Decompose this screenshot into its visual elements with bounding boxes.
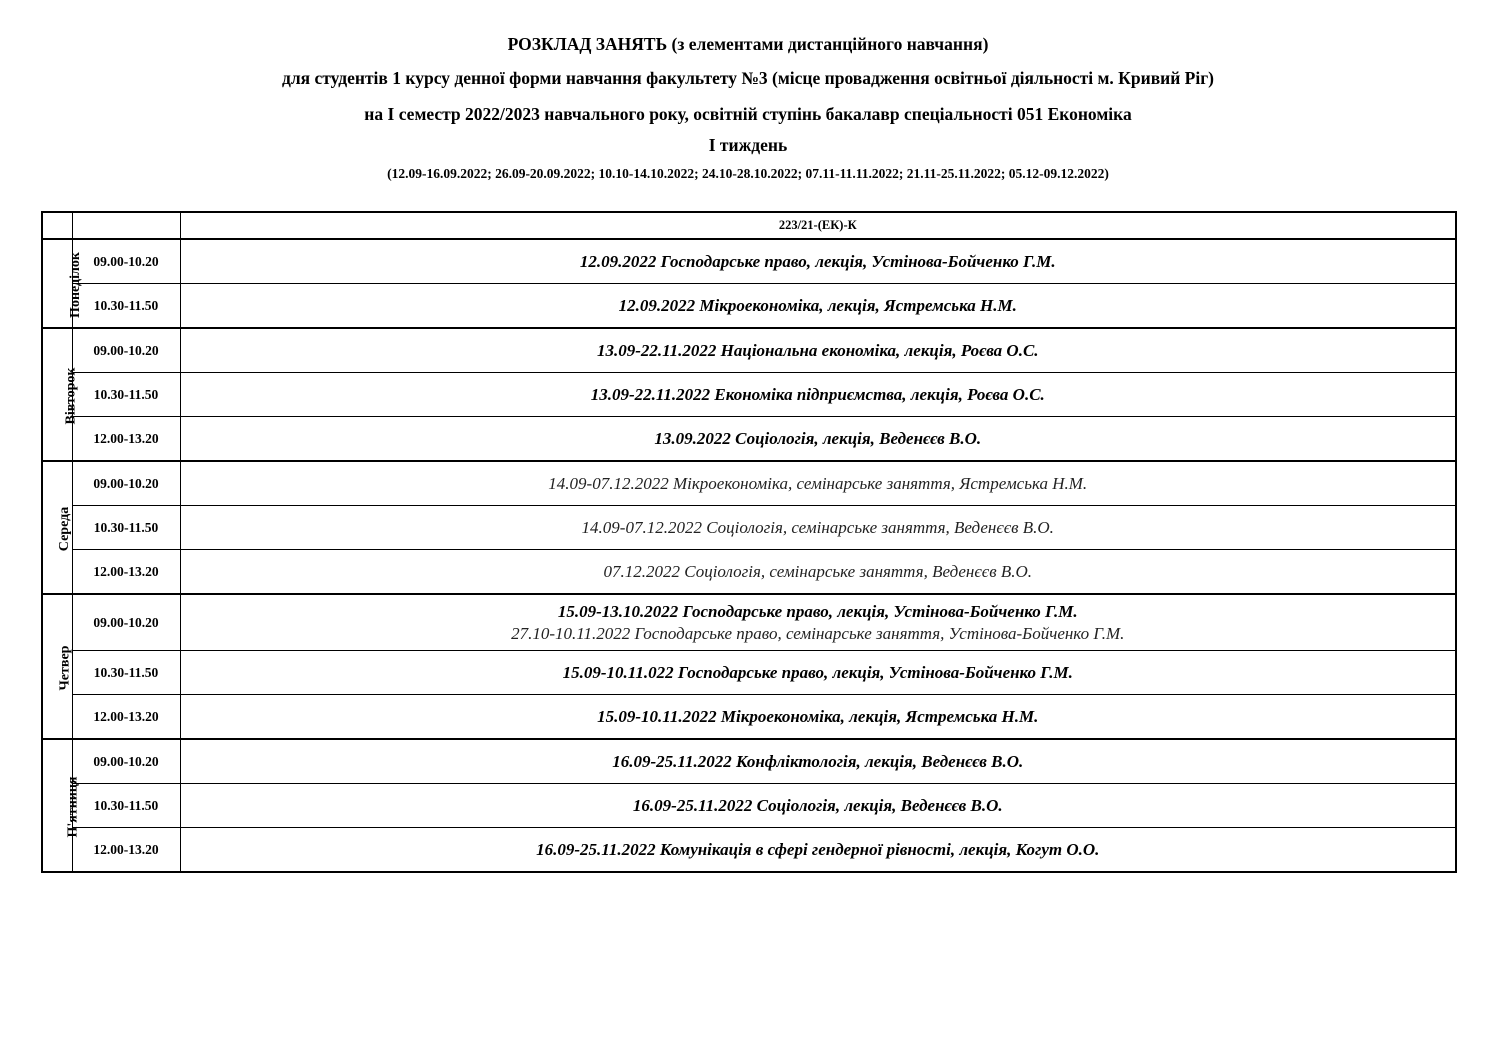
time-slot: 10.30-11.50 bbox=[72, 506, 180, 550]
time-slot: 12.00-13.20 bbox=[72, 828, 180, 873]
day-name-cell bbox=[42, 461, 72, 594]
table-row bbox=[42, 651, 1456, 695]
week-label: I тиждень bbox=[708, 135, 788, 155]
time-slot: 10.30-11.50 bbox=[72, 784, 180, 828]
schedule-header bbox=[42, 212, 1456, 239]
table-row bbox=[42, 284, 1456, 329]
class-entry: 15.09-10.11.2022 Мікроекономіка, лекція, Ястремська Н.М. bbox=[597, 706, 1039, 726]
day-name: Понеділок bbox=[67, 251, 83, 318]
day-block bbox=[42, 739, 1456, 872]
class-cell bbox=[180, 239, 1456, 284]
table-row bbox=[42, 417, 1456, 462]
class-entry: 13.09-22.11.2022 Економіка підприємства, лекція, Роєва О.С. bbox=[590, 384, 1045, 404]
group-name: 223/21-(ЕК)-К bbox=[180, 212, 1456, 239]
table-row bbox=[42, 739, 1456, 784]
table-row bbox=[42, 695, 1456, 740]
day-name: Вівторок bbox=[63, 367, 79, 424]
day-name-cell bbox=[42, 594, 72, 739]
day-block bbox=[42, 594, 1456, 739]
class-entry: 12.09.2022 Господарське право, лекція, Устінова-Бойченко Г.М. bbox=[579, 251, 1056, 271]
time-slot: 10.30-11.50 bbox=[72, 373, 180, 417]
table-row bbox=[42, 239, 1456, 284]
class-cell bbox=[180, 784, 1456, 828]
day-name-cell bbox=[42, 328, 79, 461]
class-entry: 13.09-22.11.2022 Національна економіка, лекція, Роєва О.С. bbox=[596, 340, 1039, 360]
class-entry: 16.09-25.11.2022 Комунікація в сфері гендерної рівності, лекція, Когут О.О. bbox=[536, 839, 1100, 859]
class-entry: 15.09-10.11.022 Господарське право, лекція, Устінова-Бойченко Г.М. bbox=[562, 662, 1073, 682]
class-entry: 14.09-07.12.2022 Мікроекономіка, семінарське заняття, Ястремська Н.М. bbox=[548, 473, 1088, 493]
class-cell bbox=[180, 284, 1456, 329]
table-row bbox=[42, 828, 1456, 873]
table-row bbox=[42, 594, 1456, 651]
class-entry: 16.09-25.11.2022 Соціологія, лекція, Веденєєв В.О. bbox=[632, 795, 1003, 815]
class-cell bbox=[180, 828, 1456, 873]
class-cell bbox=[180, 695, 1456, 740]
day-name: Середа bbox=[57, 506, 73, 551]
header-row bbox=[42, 212, 1456, 239]
class-entry: 16.09-25.11.2022 Конфліктологія, лекція, Веденєєв В.О. bbox=[612, 751, 1024, 771]
day-block bbox=[42, 461, 1456, 594]
class-entry: 12.09.2022 Мікроекономіка, лекція, Ястремська Н.М. bbox=[618, 295, 1017, 315]
week-dates: (12.09-16.09.2022; 26.09-20.09.2022; 10.10-14.10.2022; 24.10-28.10.2022; 07.11-11.11.2022; 21.11-25.11.2022; 05.12-09.12.2022) bbox=[387, 166, 1109, 181]
day-block bbox=[42, 239, 1456, 328]
day-block bbox=[42, 328, 1456, 461]
class-entry: 14.09-07.12.2022 Соціологія, семінарське заняття, Веденєєв В.О. bbox=[581, 517, 1054, 537]
class-cell bbox=[180, 506, 1456, 550]
table-row bbox=[42, 328, 1456, 373]
time-slot: 10.30-11.50 bbox=[72, 284, 180, 329]
class-cell bbox=[180, 739, 1456, 784]
time-slot: 09.00-10.20 bbox=[72, 594, 180, 651]
time-slot: 09.00-10.20 bbox=[72, 739, 180, 784]
class-cell bbox=[180, 550, 1456, 595]
class-entry: 15.09-13.10.2022 Господарське право, лекція, Устінова-Бойченко Г.М. bbox=[557, 601, 1078, 621]
table-row bbox=[42, 506, 1456, 550]
time-slot: 10.30-11.50 bbox=[72, 651, 180, 695]
time-slot: 09.00-10.20 bbox=[72, 239, 180, 284]
schedule-table bbox=[41, 211, 1457, 873]
table-row bbox=[42, 784, 1456, 828]
time-slot: 09.00-10.20 bbox=[72, 328, 180, 373]
class-cell bbox=[180, 328, 1456, 373]
header-empty-time-cell bbox=[72, 212, 180, 239]
day-name: Четвер bbox=[57, 645, 73, 690]
table-row bbox=[42, 461, 1456, 506]
table-row bbox=[42, 550, 1456, 595]
time-slot: 12.00-13.20 bbox=[72, 550, 180, 595]
header-empty-day-cell bbox=[42, 212, 72, 239]
class-entry: 07.12.2022 Соціологія, семінарське заняття, Веденєєв В.О. bbox=[603, 561, 1032, 581]
day-name: П'ятниця bbox=[65, 775, 81, 838]
table-row bbox=[42, 373, 1456, 417]
title-line-3: на I семестр 2022/2023 навчального року, освітній ступінь бакалавр спеціальності 051 Економіка bbox=[364, 104, 1132, 124]
document-header bbox=[0, 30, 1496, 184]
class-cell bbox=[180, 373, 1456, 417]
title-line-2: для студентів 1 курсу денної форми навчання факультету №3 (місце провадження освітньої діяльності м. Кривий Ріг) bbox=[281, 68, 1215, 88]
class-cell bbox=[180, 651, 1456, 695]
time-slot: 09.00-10.20 bbox=[72, 461, 180, 506]
class-entry: 13.09.2022 Соціологія, лекція, Веденєєв В.О. bbox=[654, 428, 982, 448]
class-entry: 27.10-10.11.2022 Господарське право, семінарське заняття, Устінова-Бойченко Г.М. bbox=[511, 623, 1125, 643]
day-name-cell bbox=[42, 239, 83, 328]
class-cell bbox=[180, 417, 1456, 462]
class-cell bbox=[180, 461, 1456, 506]
time-slot: 12.00-13.20 bbox=[72, 417, 180, 462]
day-name-cell bbox=[42, 739, 81, 872]
time-slot: 12.00-13.20 bbox=[72, 695, 180, 740]
title-line-1: РОЗКЛАД ЗАНЯТЬ (з елементами дистанційного навчання) bbox=[507, 34, 989, 54]
class-cell bbox=[180, 594, 1456, 651]
